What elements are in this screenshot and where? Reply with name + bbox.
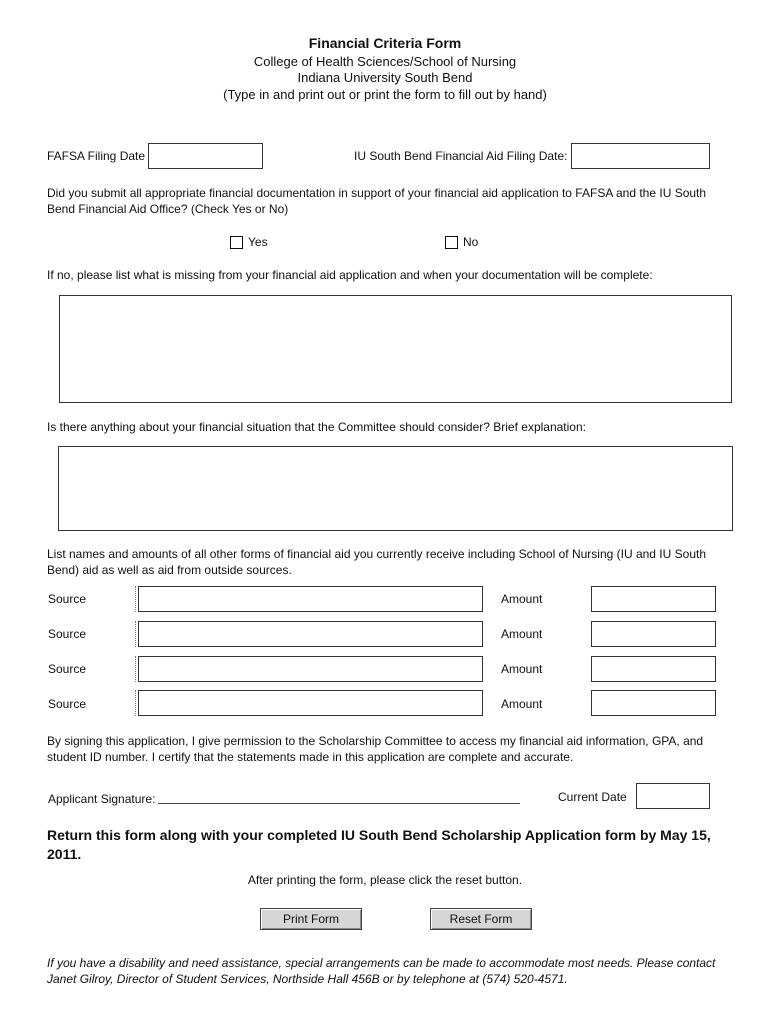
- source-label: Source: [48, 592, 87, 606]
- other-aid-prompt: List names and amounts of all other forms of financial aid you currently receive including School of Nursing (IU and IU South Bend) aid as well as aid from outside sources.: [47, 547, 707, 577]
- source-field-3[interactable]: [138, 656, 483, 682]
- divider: [135, 586, 136, 612]
- no-checkbox[interactable]: [445, 236, 458, 249]
- amount-label: Amount: [501, 592, 543, 606]
- college-name: College of Health Sciences/School of Nursing: [253, 54, 517, 69]
- missing-docs-textarea[interactable]: [59, 295, 732, 403]
- source-label: Source: [48, 662, 87, 676]
- amount-field-4[interactable]: [591, 690, 716, 716]
- fafsa-date-label: FAFSA Filing Date: [47, 149, 146, 163]
- source-field-1[interactable]: [138, 586, 483, 612]
- documentation-question: Did you submit all appropriate financial documentation in support of your financial aid application to FAFSA and the IU South Bend Financial Aid Office? (Check Yes or No): [47, 186, 707, 216]
- source-field-2[interactable]: [138, 621, 483, 647]
- signature-label: Applicant Signature:: [48, 792, 156, 806]
- university-name: Indiana University South Bend: [297, 70, 473, 85]
- form-instructions: (Type in and print out or print the form to fill out by hand): [223, 87, 547, 102]
- divider: [135, 690, 136, 716]
- divider: [135, 656, 136, 682]
- source-label: Source: [48, 627, 87, 641]
- amount-label: Amount: [501, 662, 543, 676]
- current-date-field[interactable]: [636, 783, 710, 809]
- source-field-4[interactable]: [138, 690, 483, 716]
- source-label: Source: [48, 697, 87, 711]
- amount-field-1[interactable]: [591, 586, 716, 612]
- fafsa-date-field[interactable]: [148, 143, 263, 169]
- current-date-label: Current Date: [558, 790, 627, 804]
- amount-label: Amount: [501, 697, 543, 711]
- divider: [135, 621, 136, 647]
- print-form-button[interactable]: Print Form: [260, 908, 362, 930]
- no-label: No: [463, 235, 479, 249]
- iusb-date-field[interactable]: [571, 143, 710, 169]
- yes-label: Yes: [248, 235, 268, 249]
- situation-textarea[interactable]: [58, 446, 733, 531]
- amount-field-3[interactable]: [591, 656, 716, 682]
- missing-docs-prompt: If no, please list what is missing from your financial aid application and when your documentation will be complete:: [47, 268, 653, 282]
- form-title: Financial Criteria Form: [308, 35, 462, 51]
- return-notice: Return this form along with your completed IU South Bend Scholarship Application form by May 15, 2011.: [47, 827, 711, 862]
- yes-checkbox[interactable]: [230, 236, 243, 249]
- situation-prompt: Is there anything about your financial situation that the Committee should consider? Brief explanation:: [47, 420, 586, 434]
- amount-field-2[interactable]: [591, 621, 716, 647]
- iusb-date-label: IU South Bend Financial Aid Filing Date:: [354, 149, 568, 163]
- disability-notice: If you have a disability and need assistance, special arrangements can be made to accommodate most needs. Please contact Janet Gilroy, Director of Student Services, Northside Hall 456B or by telephone at (574) 520-4571.: [47, 956, 716, 986]
- reset-form-button[interactable]: Reset Form: [430, 908, 532, 930]
- amount-label: Amount: [501, 627, 543, 641]
- reset-hint: After printing the form, please click the reset button.: [247, 873, 523, 887]
- signature-line[interactable]: [158, 802, 520, 804]
- certification-text: By signing this application, I give permission to the Scholarship Committee to access my financial aid information, GPA, and student ID number. I certify that the statements made in this application are complete and accurate.: [47, 734, 704, 764]
